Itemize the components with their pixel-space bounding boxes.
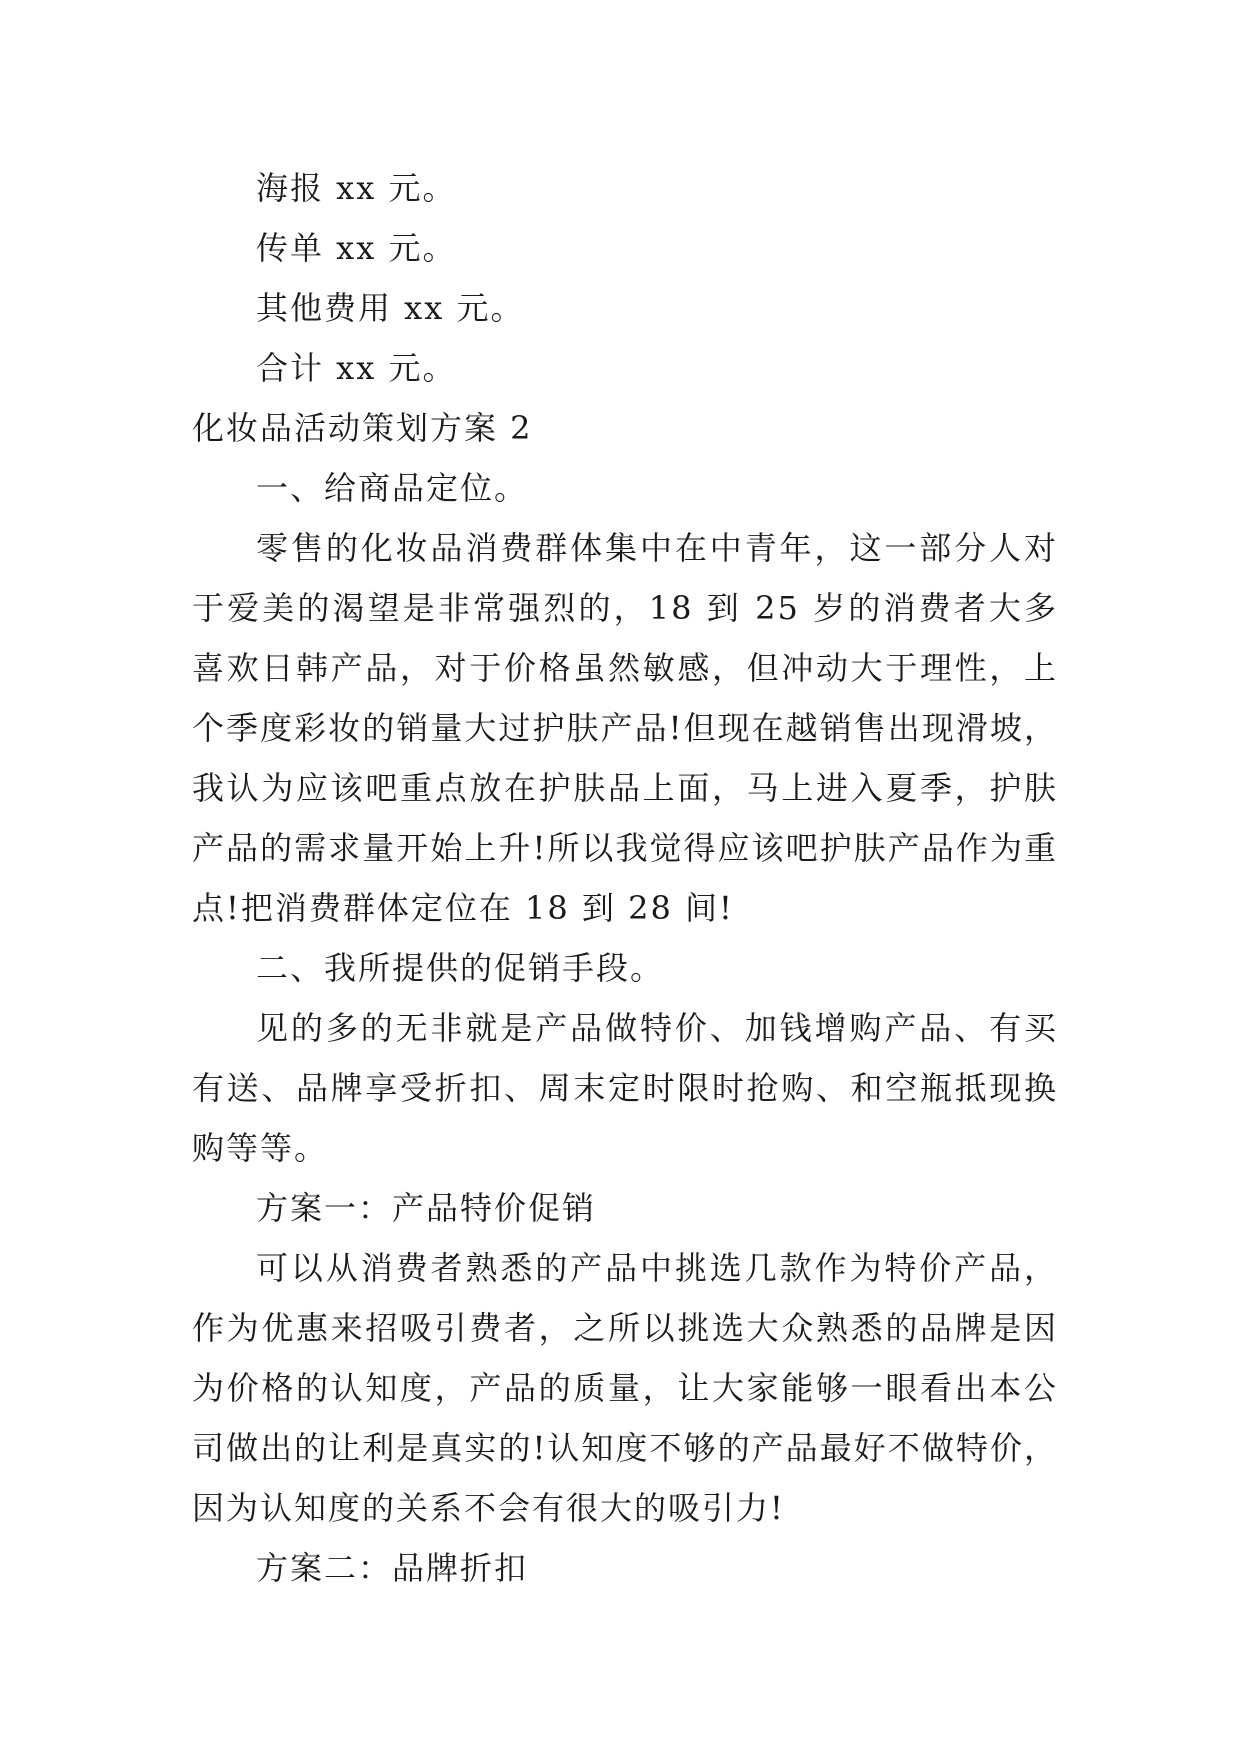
plan1-body: 可以从消费者熟悉的产品中挑选几款作为特价产品，作为优惠来招吸引费者，之所以挑选大众熟悉的品牌是因为价格的认知度，产品的质量，让大家能够一眼看出本公司做出的让利是真实的!认知度不够的产品最好不做特价，因为认知度的关系不会有很大的吸引力! [192, 1249, 1058, 1527]
budget-total: 合计 xx 元。 [256, 349, 457, 387]
budget-flyer: 传单 xx 元。 [256, 229, 457, 267]
section1-heading: 一、给商品定位。 [256, 469, 529, 507]
plan1-heading: 方案一：产品特价促销 [256, 1189, 597, 1227]
section1-body: 零售的化妆品消费群体集中在中青年，这一部分人对于爱美的渴望是非常强烈的，18 到 25 岁的消费者大多喜欢日韩产品，对于价格虽然敏感，但冲动大于理性，上个季度彩妆的销量大过护肤产品!但现在越销售出现滑坡，我认为应该吧重点放在护肤品上面，马上进入夏季，护肤产品的需求量开始上升!所以我觉得应该吧护肤产品作为重点!把消费群体定位在 18 到 28 间! [192, 529, 1058, 927]
section2-body: 见的多的无非就是产品做特价、加钱增购产品、有买有送、品牌享受折扣、周末定时限时抢购、和空瓶抵现换购等等。 [192, 1009, 1058, 1167]
plan-title: 化妆品活动策划方案 2 [192, 409, 533, 447]
budget-other: 其他费用 xx 元。 [256, 289, 525, 327]
budget-poster: 海报 xx 元。 [256, 169, 457, 207]
document-body [192, 158, 1058, 1598]
plan2-heading: 方案二：品牌折扣 [256, 1549, 529, 1587]
section2-heading: 二、我所提供的促销手段。 [256, 949, 665, 987]
